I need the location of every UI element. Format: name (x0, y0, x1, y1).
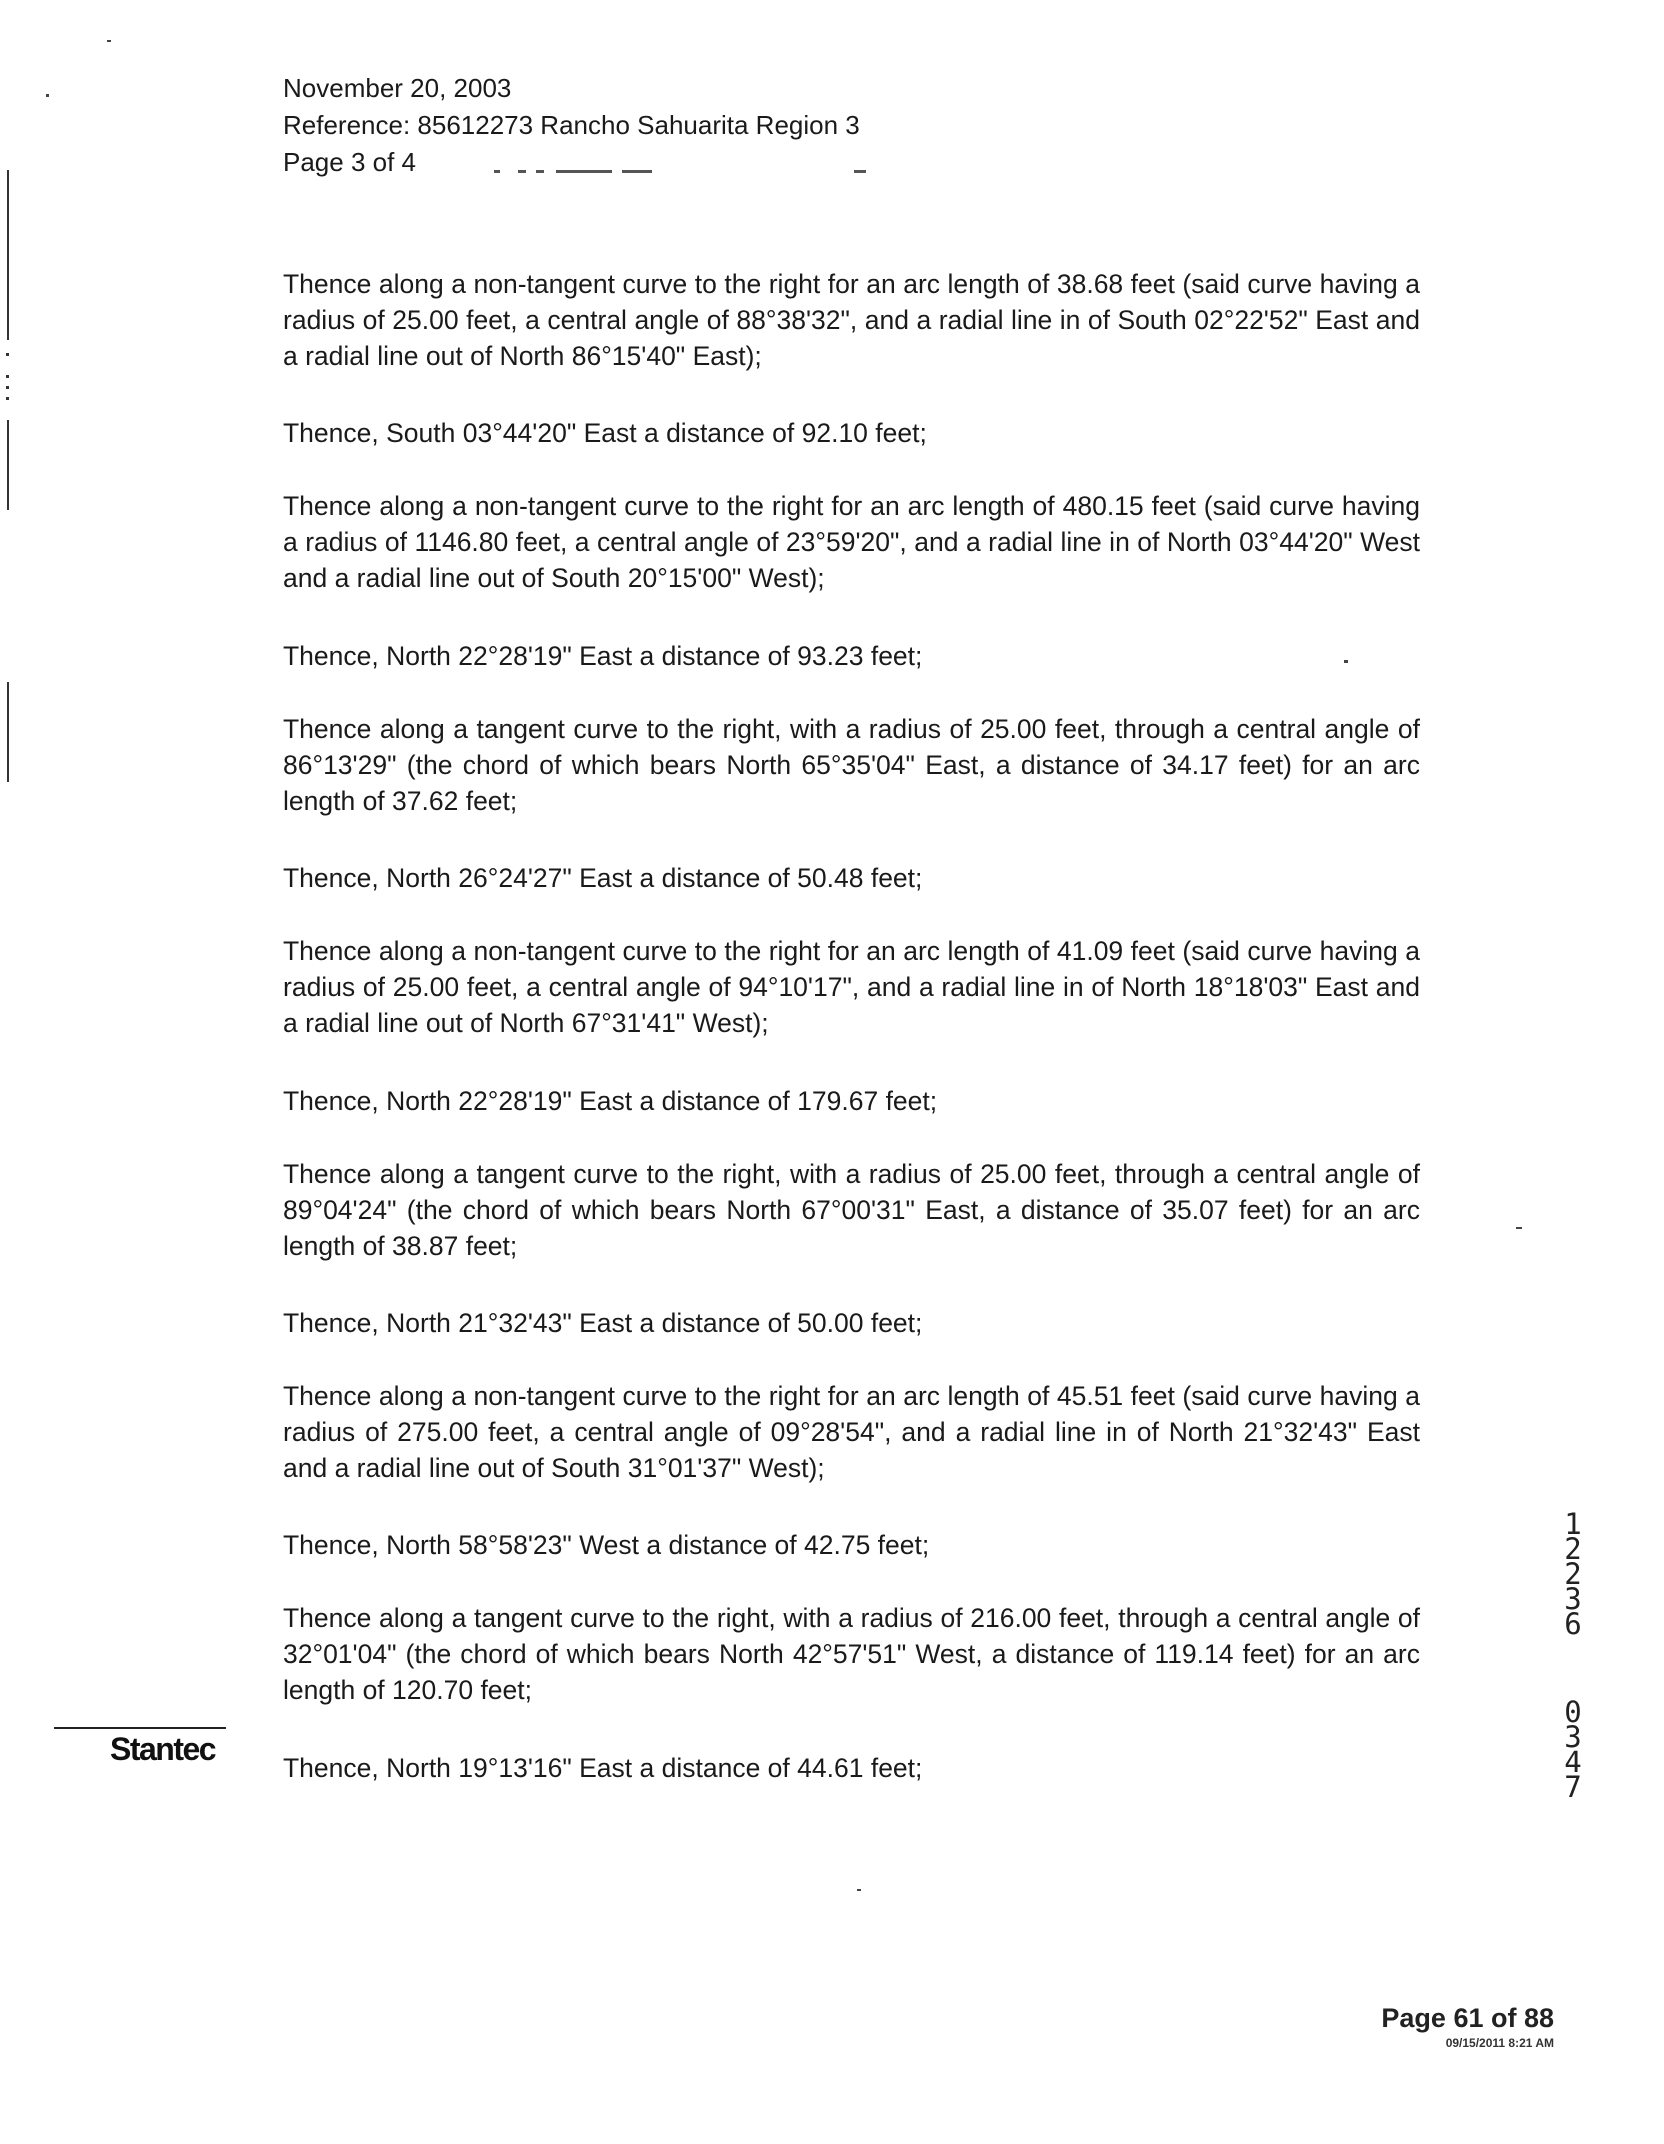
paragraph: Thence, North 58°58'23" West a distance of 42.75 feet; (283, 1530, 930, 1560)
margin-scan-line (7, 170, 9, 340)
document-stamp-top (1558, 1507, 1588, 1641)
logo-rule (54, 1727, 226, 1729)
paragraph: Thence along a non-tangent curve to the right for an arc length of 41.09 feet (said curve having a radius of 25.00 feet, a central angle of 94°10'17", and a radial line in of North 18°18'03" East and a radial line out of North 67°31'41" West); (283, 936, 1420, 1038)
stamp-digit: 3 (1564, 1720, 1582, 1754)
margin-scan-dot (6, 375, 9, 378)
paragraph: Thence, North 22°28'19" East a distance of 179.67 feet; (283, 1086, 938, 1116)
margin-scan-dot (6, 397, 9, 400)
document-stamp-bottom (1558, 1695, 1588, 1804)
stamp-digit: 2 (1564, 1532, 1582, 1566)
stamp-digit: 0 (1564, 1695, 1582, 1729)
margin-scan-line (7, 682, 9, 782)
header-date: November 20, 2003 (283, 73, 512, 103)
stamp-digit: 4 (1564, 1745, 1582, 1779)
stamp-digit: 6 (1564, 1607, 1582, 1641)
scan-speck (107, 40, 111, 42)
header-page: Page 3 of 4 (283, 147, 416, 177)
stantec-logo: Stantec (110, 1731, 216, 1767)
margin-scan-line (7, 420, 9, 510)
paragraph: Thence along a tangent curve to the right, with a radius of 25.00 feet, through a central angle of 86°13'29" (the chord of which bears North 65°35'04" East, a distance of 34.17 feet) for an arc length of 37.62 feet; (283, 714, 1420, 816)
paragraph: Thence, North 19°13'16" East a distance of 44.61 feet; (283, 1753, 923, 1783)
scan-speck (1516, 1227, 1522, 1229)
paragraph: Thence along a tangent curve to the right, with a radius of 216.00 feet, through a central angle of 32°01'04" (the chord of which bears North 42°57'51" West, a distance of 119.14 feet) for an arc length of 120.70 feet; (283, 1603, 1420, 1705)
paragraph: Thence along a non-tangent curve to the right for an arc length of 45.51 feet (said curve having a radius of 275.00 feet, a central angle of 09°28'54", and a radial line in of North 21°32'43" East and a radial line out of South 31°01'37" West); (283, 1381, 1420, 1483)
stamp-digit: 2 (1564, 1557, 1582, 1591)
margin-scan-dot (6, 386, 9, 389)
stamp-digit: 3 (1564, 1582, 1582, 1616)
letter-header (283, 70, 860, 181)
paragraph: Thence, South 03°44'20" East a distance of 92.10 feet; (283, 418, 927, 448)
scan-speck (46, 94, 49, 97)
footer-timestamp: 09/15/2011 8:21 AM (1445, 2036, 1554, 2050)
paragraph: Thence, North 26°24'27" East a distance of 50.48 feet; (283, 863, 923, 893)
paragraph: Thence along a tangent curve to the right, with a radius of 25.00 feet, through a central angle of 89°04'24" (the chord of which bears North 67°00'31" East, a distance of 35.07 feet) for an arc length of 38.87 feet; (283, 1159, 1420, 1261)
scan-speck (857, 1889, 861, 1891)
stamp-digit: 1 (1564, 1507, 1582, 1541)
header-reference: Reference: 85612273 Rancho Sahuarita Region 3 (283, 110, 860, 140)
paragraph: Thence, North 22°28'19" East a distance of 93.23 feet; (283, 641, 923, 671)
footer-page-number: Page 61 of 88 (1381, 2003, 1554, 2033)
stamp-digit: 7 (1564, 1770, 1582, 1804)
paragraph: Thence, North 21°32'43" East a distance of 50.00 feet; (283, 1308, 923, 1338)
margin-scan-dot (6, 353, 9, 356)
paragraph: Thence along a non-tangent curve to the right for an arc length of 480.15 feet (said curve having a radius of 1146.80 feet, a central angle of 23°59'20", and a radial line in of North 03°44'20" West and a radial line out of South 20°15'00" West); (283, 491, 1420, 593)
scan-artifact (494, 170, 874, 178)
footer-page-info (1381, 2003, 1554, 2050)
paragraph: Thence along a non-tangent curve to the right for an arc length of 38.68 feet (said curve having a radius of 25.00 feet, a central angle of 88°38'32", and a radial line in of South 02°22'52" East and a radial line out of North 86°15'40" East); (283, 269, 1420, 371)
